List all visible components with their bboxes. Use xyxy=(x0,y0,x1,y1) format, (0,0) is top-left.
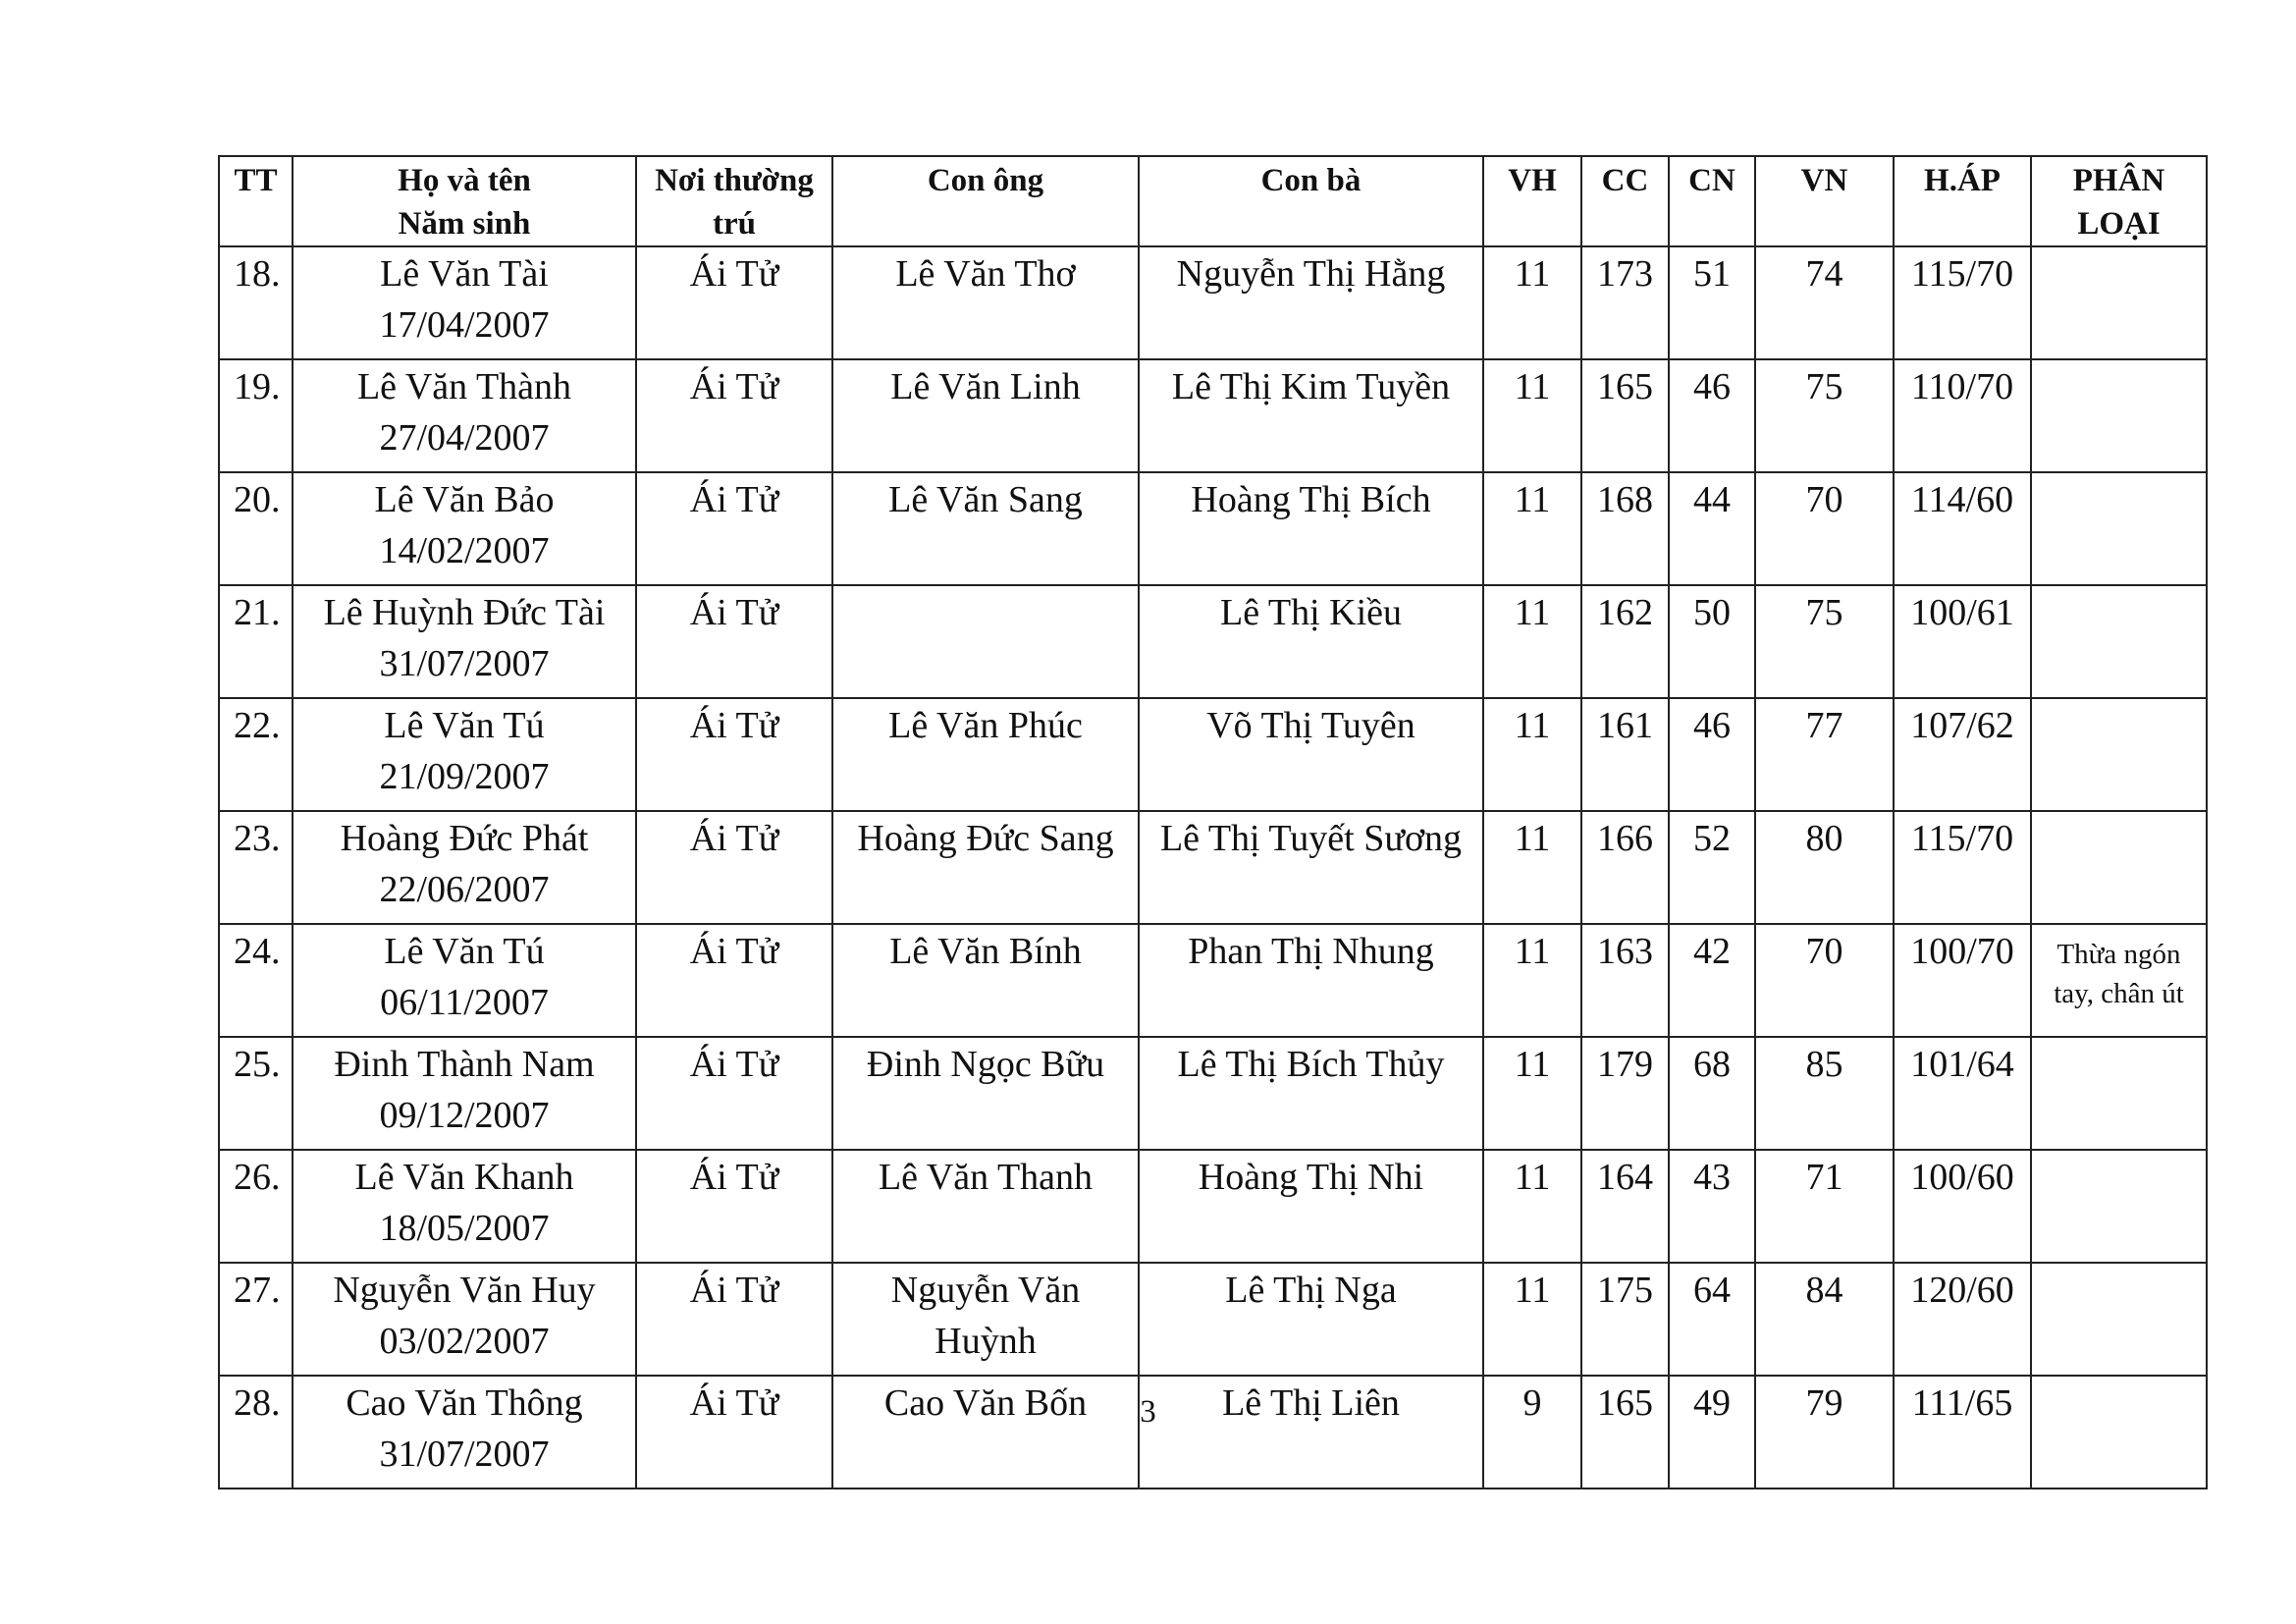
cell-mother: Hoàng Thị Nhi xyxy=(1139,1150,1483,1263)
cell-vn: 77 xyxy=(1755,698,1894,811)
cell-tt: 20. xyxy=(219,472,293,585)
cell-name xyxy=(293,698,636,811)
cell-cc: 179 xyxy=(1581,1037,1669,1150)
cell-residence: Ái Tử xyxy=(636,1263,832,1376)
cell-vh: 11 xyxy=(1483,472,1581,585)
cell-cc: 168 xyxy=(1581,472,1669,585)
header-father xyxy=(832,156,1139,246)
cell-classification xyxy=(2031,1037,2207,1150)
cell-cn: 42 xyxy=(1669,924,1755,1037)
header-residence-label-1: Nơi thường xyxy=(655,163,814,198)
cell-hap: 101/64 xyxy=(1894,1037,2031,1150)
cell-cn: 68 xyxy=(1669,1037,1755,1150)
cell-father xyxy=(832,924,1139,1037)
header-cc xyxy=(1581,156,1669,246)
cell-name xyxy=(293,811,636,924)
cell-hap: 115/70 xyxy=(1894,811,2031,924)
header-vn-label: VN xyxy=(1800,163,1848,198)
cell-cn: 46 xyxy=(1669,359,1755,472)
cell-tt: 26. xyxy=(219,1150,293,1263)
cell-classification xyxy=(2031,585,2207,698)
cell-cc: 165 xyxy=(1581,359,1669,472)
cell-cn: 43 xyxy=(1669,1150,1755,1263)
header-residence xyxy=(636,156,832,246)
cell-vh: 11 xyxy=(1483,698,1581,811)
cell-tt: 22. xyxy=(219,698,293,811)
cell-cn: 50 xyxy=(1669,585,1755,698)
cell-mother: Phan Thị Nhung xyxy=(1139,924,1483,1037)
cell-cc: 165 xyxy=(1581,1376,1669,1489)
header-name xyxy=(293,156,636,246)
header-father-label: Con ông xyxy=(927,163,1044,198)
cell-vh: 11 xyxy=(1483,1037,1581,1150)
cell-hap: 100/61 xyxy=(1894,585,2031,698)
person-name: Lê Huỳnh Đức Tài xyxy=(323,592,606,633)
cell-name xyxy=(293,246,636,359)
cell-vh: 11 xyxy=(1483,1150,1581,1263)
header-classification xyxy=(2031,156,2207,246)
cell-father xyxy=(832,1263,1139,1376)
person-name: Lê Văn Bảo xyxy=(374,479,555,520)
cell-vh: 9 xyxy=(1483,1376,1581,1489)
cell-name xyxy=(293,1263,636,1376)
cell-name xyxy=(293,924,636,1037)
cell-vn: 84 xyxy=(1755,1263,1894,1376)
cell-cc: 161 xyxy=(1581,698,1669,811)
header-classification-label-2: LOẠI xyxy=(2077,206,2161,242)
person-name: Lê Văn Thành xyxy=(356,366,572,407)
header-classification-label-1: PHÂN xyxy=(2072,163,2165,198)
person-name: Lê Văn Tài xyxy=(380,253,549,295)
father-name: Nguyễn Văn xyxy=(890,1270,1081,1311)
cell-mother: Lê Thị Kim Tuyền xyxy=(1139,359,1483,472)
header-cn xyxy=(1669,156,1755,246)
cell-tt: 28. xyxy=(219,1376,293,1489)
birth-date: 06/11/2007 xyxy=(380,982,549,1023)
person-name: Hoàng Đức Phát xyxy=(340,818,589,859)
cell-father xyxy=(832,1150,1139,1263)
cell-mother: Hoàng Thị Bích xyxy=(1139,472,1483,585)
cell-name xyxy=(293,472,636,585)
cell-residence: Ái Tử xyxy=(636,585,832,698)
cell-father xyxy=(832,1037,1139,1150)
cell-residence: Ái Tử xyxy=(636,924,832,1037)
cell-mother: Lê Thị Tuyết Sương xyxy=(1139,811,1483,924)
cell-cc: 163 xyxy=(1581,924,1669,1037)
cell-tt: 21. xyxy=(219,585,293,698)
cell-father xyxy=(832,811,1139,924)
cell-cc: 162 xyxy=(1581,585,1669,698)
cell-vn: 70 xyxy=(1755,924,1894,1037)
roster-table xyxy=(218,155,2208,1489)
cell-tt: 18. xyxy=(219,246,293,359)
cell-father xyxy=(832,359,1139,472)
birth-date: 03/02/2007 xyxy=(379,1321,550,1362)
cell-classification xyxy=(2031,359,2207,472)
birth-date: 18/05/2007 xyxy=(379,1208,550,1249)
cell-cn: 51 xyxy=(1669,246,1755,359)
cell-residence: Ái Tử xyxy=(636,1150,832,1263)
header-name-label: Họ và tên xyxy=(398,163,531,198)
header-tt-label: TT xyxy=(234,163,278,198)
page-number: 3 xyxy=(1140,1394,1156,1430)
cell-tt: 19. xyxy=(219,359,293,472)
table-row xyxy=(219,1150,2207,1263)
cell-classification xyxy=(2031,472,2207,585)
table-row xyxy=(219,811,2207,924)
header-residence-label-2: trú xyxy=(713,206,756,242)
cell-cn: 64 xyxy=(1669,1263,1755,1376)
birth-date: 14/02/2007 xyxy=(379,530,550,571)
cell-classification xyxy=(2031,924,2207,1037)
cell-classification xyxy=(2031,1150,2207,1263)
cell-classification xyxy=(2031,698,2207,811)
father-name: Đinh Ngọc Bữu xyxy=(866,1044,1105,1085)
cell-cn: 46 xyxy=(1669,698,1755,811)
cell-cn: 52 xyxy=(1669,811,1755,924)
cell-hap: 115/70 xyxy=(1894,246,2031,359)
note-line: tay, chân út xyxy=(2054,978,2184,1009)
table-row xyxy=(219,359,2207,472)
birth-date: 17/04/2007 xyxy=(379,304,550,346)
cell-father xyxy=(832,585,1139,698)
cell-vn: 70 xyxy=(1755,472,1894,585)
father-name: Lê Văn Bính xyxy=(889,931,1082,972)
father-name: Lê Văn Thanh xyxy=(878,1157,1094,1198)
cell-father xyxy=(832,472,1139,585)
header-tt xyxy=(219,156,293,246)
table-body xyxy=(219,246,2207,1489)
cell-classification xyxy=(2031,246,2207,359)
cell-name xyxy=(293,1037,636,1150)
table-header xyxy=(219,156,2207,246)
cell-residence: Ái Tử xyxy=(636,472,832,585)
header-hap xyxy=(1894,156,2031,246)
father-name: Lê Văn Phúc xyxy=(888,705,1083,746)
cell-tt: 23. xyxy=(219,811,293,924)
header-dob-label: Năm sinh xyxy=(398,206,531,242)
cell-name xyxy=(293,585,636,698)
birth-date: 27/04/2007 xyxy=(379,417,550,459)
table-row xyxy=(219,698,2207,811)
cell-tt: 24. xyxy=(219,924,293,1037)
cell-mother: Lê Thị Liên xyxy=(1139,1376,1483,1489)
person-name: Lê Văn Khanh xyxy=(354,1157,574,1198)
cell-hap: 100/60 xyxy=(1894,1150,2031,1263)
cell-cc: 175 xyxy=(1581,1263,1669,1376)
birth-date: 31/07/2007 xyxy=(379,643,550,684)
cell-father xyxy=(832,246,1139,359)
cell-mother: Lê Thị Nga xyxy=(1139,1263,1483,1376)
cell-vn: 71 xyxy=(1755,1150,1894,1263)
father-name: Lê Văn Linh xyxy=(890,366,1081,407)
cell-vn: 75 xyxy=(1755,359,1894,472)
cell-tt: 27. xyxy=(219,1263,293,1376)
cell-vh: 11 xyxy=(1483,811,1581,924)
table-row xyxy=(219,924,2207,1037)
cell-vh: 11 xyxy=(1483,1263,1581,1376)
father-name: Lê Văn Sang xyxy=(888,479,1083,520)
cell-cc: 173 xyxy=(1581,246,1669,359)
cell-vh: 11 xyxy=(1483,246,1581,359)
cell-cn: 44 xyxy=(1669,472,1755,585)
cell-mother: Lê Thị Bích Thủy xyxy=(1139,1037,1483,1150)
cell-vn: 85 xyxy=(1755,1037,1894,1150)
cell-residence: Ái Tử xyxy=(636,359,832,472)
cell-hap: 120/60 xyxy=(1894,1263,2031,1376)
header-vh-label: VH xyxy=(1508,163,1557,198)
cell-classification xyxy=(2031,811,2207,924)
person-name: Lê Văn Tú xyxy=(384,931,545,972)
cell-hap: 111/65 xyxy=(1894,1376,2031,1489)
person-name: Đinh Thành Nam xyxy=(334,1044,595,1085)
cell-hap: 107/62 xyxy=(1894,698,2031,811)
cell-cc: 166 xyxy=(1581,811,1669,924)
header-vh xyxy=(1483,156,1581,246)
header-hap-label: H.ÁP xyxy=(1924,163,2001,198)
birth-date: 22/06/2007 xyxy=(379,869,550,910)
note-line: Thừa ngón xyxy=(2056,939,2181,970)
person-name: Cao Văn Thông xyxy=(346,1382,583,1424)
person-name: Nguyễn Văn Huy xyxy=(333,1270,596,1311)
cell-cn: 49 xyxy=(1669,1376,1755,1489)
cell-hap: 114/60 xyxy=(1894,472,2031,585)
cell-vh: 11 xyxy=(1483,359,1581,472)
cell-mother: Nguyễn Thị Hằng xyxy=(1139,246,1483,359)
header-row xyxy=(219,156,2207,246)
person-name: Lê Văn Tú xyxy=(384,705,545,746)
cell-name xyxy=(293,1150,636,1263)
cell-mother: Lê Thị Kiều xyxy=(1139,585,1483,698)
father-name: Cao Văn Bốn xyxy=(883,1382,1088,1424)
header-cn-label: CN xyxy=(1688,163,1735,198)
cell-residence: Ái Tử xyxy=(636,811,832,924)
cell-residence: Ái Tử xyxy=(636,1376,832,1489)
birth-date: 09/12/2007 xyxy=(379,1095,550,1136)
cell-cc: 164 xyxy=(1581,1150,1669,1263)
cell-classification xyxy=(2031,1263,2207,1376)
header-cc-label: CC xyxy=(1601,163,1649,198)
header-mother-label: Con bà xyxy=(1260,163,1362,198)
father-name: Lê Văn Thơ xyxy=(895,253,1076,295)
header-vn xyxy=(1755,156,1894,246)
cell-vh: 11 xyxy=(1483,585,1581,698)
cell-vh: 11 xyxy=(1483,924,1581,1037)
cell-tt: 25. xyxy=(219,1037,293,1150)
cell-name xyxy=(293,359,636,472)
cell-mother: Võ Thị Tuyên xyxy=(1139,698,1483,811)
cell-residence: Ái Tử xyxy=(636,698,832,811)
cell-vn: 75 xyxy=(1755,585,1894,698)
birth-date: 21/09/2007 xyxy=(379,756,550,797)
cell-residence: Ái Tử xyxy=(636,246,832,359)
father-name: Hoàng Đức Sang xyxy=(857,818,1114,859)
table-row xyxy=(219,585,2207,698)
table-row xyxy=(219,1263,2207,1376)
birth-date: 31/07/2007 xyxy=(379,1434,550,1475)
cell-hap: 110/70 xyxy=(1894,359,2031,472)
cell-residence: Ái Tử xyxy=(636,1037,832,1150)
table-row xyxy=(219,246,2207,359)
table-row xyxy=(219,472,2207,585)
cell-vn: 74 xyxy=(1755,246,1894,359)
header-mother xyxy=(1139,156,1483,246)
cell-father xyxy=(832,698,1139,811)
cell-hap: 100/70 xyxy=(1894,924,2031,1037)
cell-vn: 80 xyxy=(1755,811,1894,924)
cell-vn: 79 xyxy=(1755,1376,1894,1489)
table-row xyxy=(219,1037,2207,1150)
father-name-cont: Huỳnh xyxy=(934,1321,1037,1362)
